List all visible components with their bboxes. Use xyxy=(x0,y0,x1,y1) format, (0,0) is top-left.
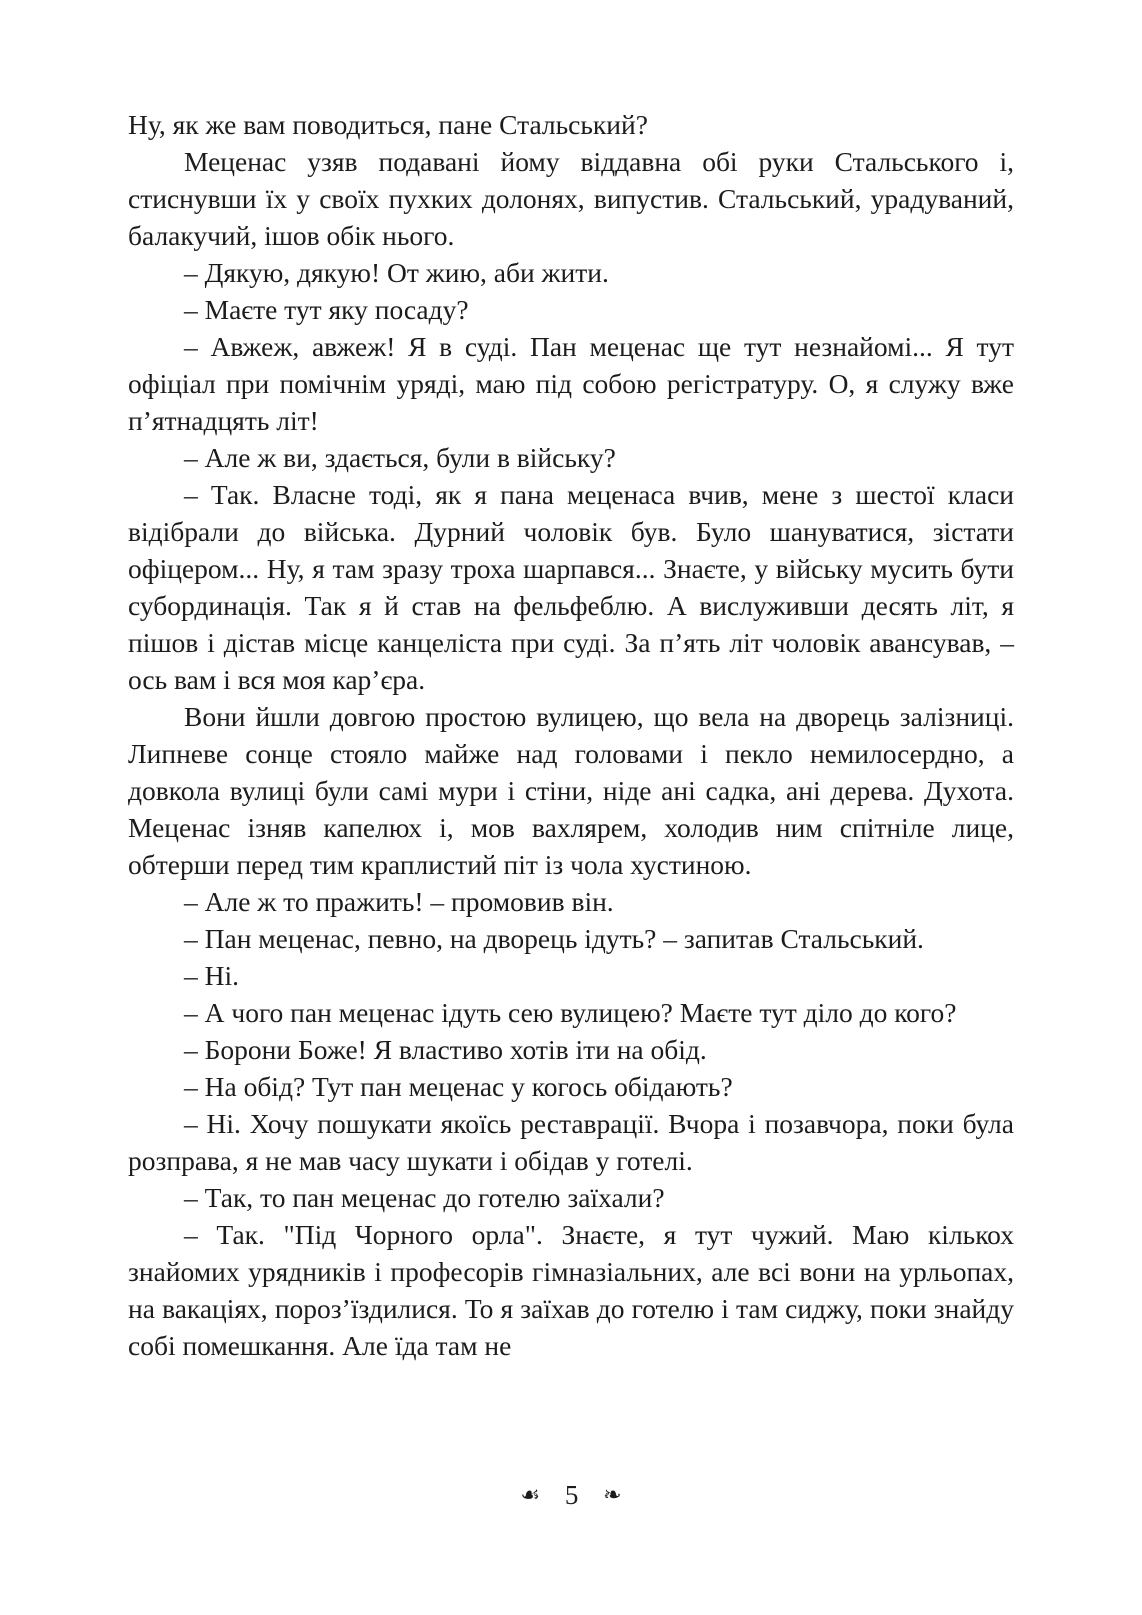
page-number: 5 xyxy=(564,1480,579,1510)
paragraph: – Авжеж, авжеж! Я в суді. Пан меценас ще тут незнайомі... Я тут офіціал при помічнім уряді, маю під собою регістратуру. О, я служу вже п’ятнадцять літ! xyxy=(128,331,1014,436)
paragraph: Ну, як же вам поводиться, пане Стальський? xyxy=(128,109,648,140)
paragraph: – Ні. Хочу пошукати якоїсь реставрації. Вчора і позавчора, поки була розправа, я не мав часу шукати і обідав у готелі. xyxy=(128,1108,1014,1176)
paragraph: – Ні. xyxy=(184,960,239,991)
paragraph: Вони йшли довгою простою вулицею, що вела на дворець залізниці. Липневе сонце стояло майже над головами і пекло немилосердно, а довкола вулиці були самі мури і стіни, ніде ані садка, ані дерева. Духота. Меценас ізняв капелюх і, мов вахлярем, холодив ним спітніле лице, обтерши перед тим краплистий піт із чола хустиною. xyxy=(128,701,1014,880)
paragraph: – Дякую, дякую! От жию, аби жити. xyxy=(184,257,609,288)
paragraph: – Так. "Під Чорного орла". Знаєте, я тут чужий. Маю кількох знайомих урядників і професорів гімназіальних, але всі вони на урльопах, на вакаціях, пороз’їздилися. То я заїхав до готелю і там сиджу, поки знайду собі помешкання. Але їда там не xyxy=(128,1219,1014,1361)
paragraph: – Так. Власне тоді, як я пана меценаса вчив, мене з шестої класи відібрали до війська. Дурний чоловік був. Було шануватися, зістати офіцером... Ну, я там зразу троха шарпався... Знаєте, у війську мусить бути субординація. Так я й став на фельфеблю. А вислуживши десять літ, я пішов і дістав місце канцеліста при суді. За п’ять літ чоловік авансував, – ось вам і вся моя кар’єра. xyxy=(128,479,1014,695)
paragraph: – Але ж то пражить! – промовив він. xyxy=(184,886,614,917)
page-text xyxy=(128,106,1014,1364)
paragraph: – Борони Боже! Я властиво хотів іти на обід. xyxy=(184,1034,707,1065)
fleuron-left-icon: ☙ xyxy=(520,1482,541,1507)
paragraph: – Але ж ви, здається, були в війську? xyxy=(184,442,616,473)
fleuron-right-icon: ❧ xyxy=(603,1482,622,1507)
paragraph: – На обід? Тут пан меценас у когось обідають? xyxy=(184,1071,733,1102)
paragraph: – Пан меценас, певно, на дворець ідуть? – запитав Стальський. xyxy=(184,923,924,954)
paragraph: – Маєте тут яку посаду? xyxy=(184,294,469,325)
paragraph: Меценас узяв подавані йому віддавна обі руки Стальського і, стиснувши їх у своїх пухких долонях, випустив. Стальський, урадуваний, балакучий, ішов обік нього. xyxy=(128,146,1014,251)
paragraph: – Так, то пан меценас до готелю заїхали? xyxy=(184,1182,665,1213)
page-footer xyxy=(0,1480,1142,1511)
paragraph: – А чого пан меценас ідуть сею вулицею? Маєте тут діло до кого? xyxy=(184,997,957,1028)
